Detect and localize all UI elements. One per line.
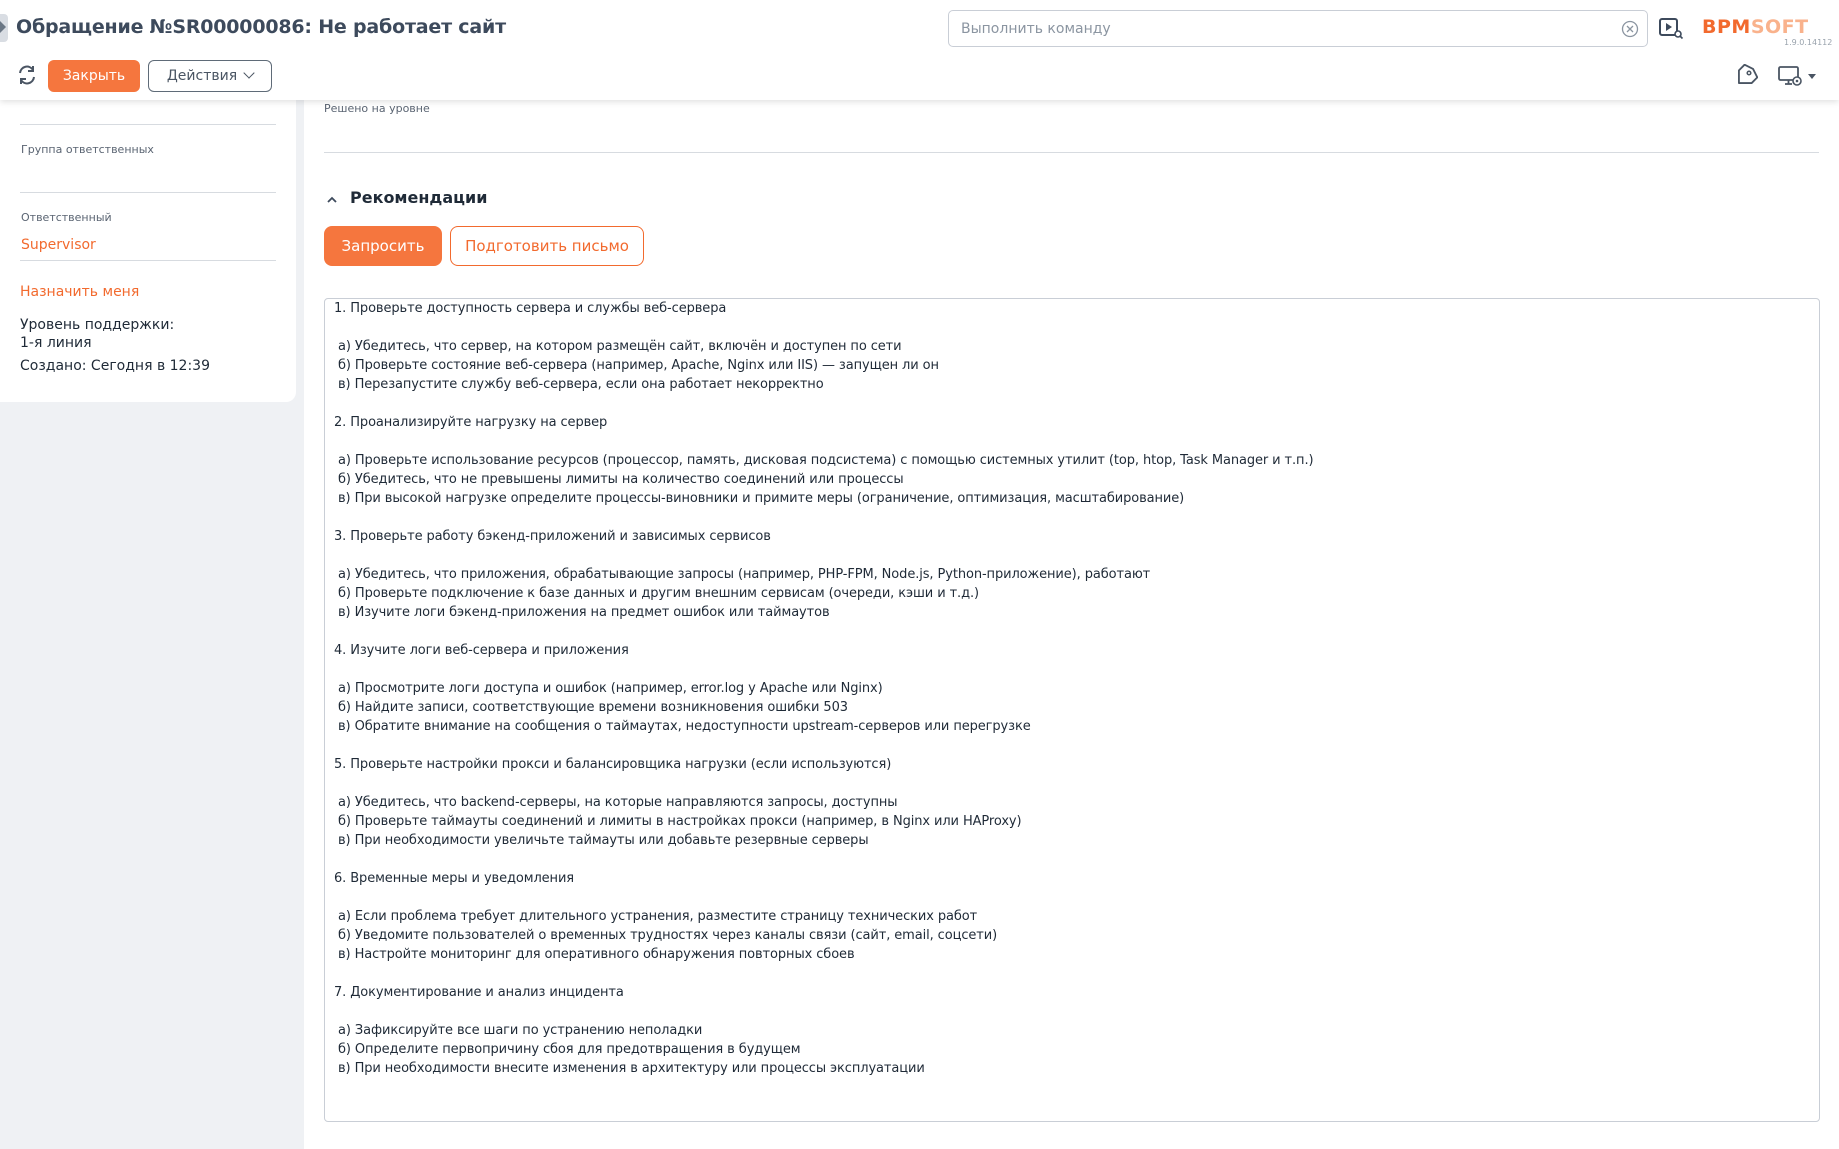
recommendation-line: в) Перезапустите службу веб-сервера, если она работает некорректно <box>338 377 824 392</box>
recommendation-line: а) Убедитесь, что приложения, обрабатывающие запросы (например, PHP-FPM, Node.js, Python-приложение), работают <box>338 567 1151 582</box>
recommendation-line <box>334 660 1810 679</box>
recommendation-line: 7. Документирование и анализ инцидента <box>334 985 624 1000</box>
owner-link[interactable]: Supervisor <box>21 237 96 253</box>
recommendation-line: б) Проверьте подключение к базе данных и другим внешним сервисам (очереди, кэши и т.д.) <box>338 586 979 601</box>
chevron-up-icon[interactable] <box>326 194 338 206</box>
recommendation-line: в) При высокой нагрузке определите процессы-виновники и примите меры (ограничение, оптимизация, масштабирование) <box>338 491 1185 506</box>
command-line[interactable] <box>948 10 1648 47</box>
recommendations-text-area[interactable] <box>324 298 1820 1122</box>
recommendation-line: б) Проверьте состояние веб-сервера (например, Apache, Nginx или IIS) — запущен ли он <box>338 358 939 373</box>
recommendation-line <box>334 774 1810 793</box>
page-title: Обращение №SR00000086: Не работает сайт <box>16 16 506 38</box>
created-info: Создано: Сегодня в 12:39 <box>20 358 210 374</box>
recommendation-line <box>334 432 1810 451</box>
command-input[interactable] <box>961 19 1601 39</box>
resolved-level-field[interactable] <box>324 152 1819 153</box>
recommendation-line: 2. Проанализируйте нагрузку на сервер <box>334 415 608 430</box>
page-header <box>0 0 1839 100</box>
recommendation-line <box>334 850 1810 869</box>
recommendation-line: 1. Проверьте доступность сервера и службы веб-сервера <box>334 301 727 316</box>
recommendation-line <box>334 318 1810 337</box>
resolved-level-label: Решено на уровне <box>324 102 430 115</box>
recommendations-section-title[interactable]: Рекомендации <box>350 188 488 207</box>
support-level-value: 1-я линия <box>20 335 92 351</box>
group-label: Группа ответственных <box>21 143 154 156</box>
recommendation-line: а) Убедитесь, что backend-серверы, на которые направляются запросы, доступны <box>338 795 898 810</box>
recommendation-line: а) Просмотрите логи доступа и ошибок (например, error.log у Apache или Nginx) <box>338 681 883 696</box>
owner-field-divider <box>20 260 276 261</box>
recommendation-line: в) При необходимости внесите изменения в архитектуру или процессы эксплуатации <box>338 1061 925 1076</box>
recommendation-line: б) Уведомите пользователей о временных трудностях через каналы связи (сайт, email, соцсети) <box>338 928 998 943</box>
recommendation-line: в) Обратите внимание на сообщения о таймаутах, недоступности upstream-серверов или перегрузке <box>338 719 1031 734</box>
group-field[interactable] <box>20 192 276 193</box>
recommendation-line: б) Убедитесь, что не превышены лимиты на количество соединений или процессы <box>338 472 904 487</box>
recommendation-line <box>334 622 1810 641</box>
recommendation-line: в) Настройте мониторинг для оперативного обнаружения повторных сбоев <box>338 947 855 962</box>
case-main-area <box>304 100 1839 1149</box>
actions-label: Действия <box>166 68 238 84</box>
back-arrow-icon[interactable] <box>0 14 8 42</box>
chevron-down-icon <box>243 67 254 78</box>
recommendation-line <box>334 1002 1810 1021</box>
recommendation-line: 4. Изучите логи веб-сервера и приложения <box>334 643 629 658</box>
recommendation-line: 6. Временные меры и уведомления <box>334 871 575 886</box>
assign-me-link[interactable]: Назначить меня <box>20 284 140 300</box>
tag-icon[interactable] <box>1734 64 1758 88</box>
recommendation-line: а) Убедитесь, что сервер, на котором размещён сайт, включён и доступен по сети <box>338 339 902 354</box>
caret-down-icon[interactable] <box>1808 74 1816 79</box>
recommendation-line <box>334 736 1810 755</box>
recommendation-line: 3. Проверьте работу бэкенд-приложений и зависимых сервисов <box>334 529 771 544</box>
recommendation-line: б) Проверьте таймауты соединений и лимиты в настройках прокси (например, в Nginx или HAProxy) <box>338 814 1022 829</box>
request-button[interactable]: Запросить <box>324 226 442 266</box>
recommendation-line: б) Определите первопричину сбоя для предотвращения в будущем <box>338 1042 801 1057</box>
recommendation-line <box>334 546 1810 565</box>
owner-label: Ответственный <box>21 211 112 224</box>
logo-part-soft: SOFT <box>1750 16 1809 38</box>
recommendation-line: а) Если проблема требует длительного устранения, разместите страницу технических работ <box>338 909 978 924</box>
divider <box>20 124 276 125</box>
recommendation-line: 5. Проверьте настройки прокси и балансировщика нагрузки (если используются) <box>334 757 892 772</box>
prepare-letter-button[interactable]: Подготовить письмо <box>450 226 644 266</box>
recommendation-line <box>334 394 1810 413</box>
clear-icon[interactable] <box>1621 20 1639 38</box>
recommendation-line: в) Изучите логи бэкенд-приложения на предмет ошибок или таймаутов <box>338 605 830 620</box>
actions-dropdown-button[interactable] <box>148 60 272 92</box>
monitor-settings-icon[interactable] <box>1778 64 1802 88</box>
bpmsoft-logo <box>1702 16 1809 38</box>
recommendation-line: в) При необходимости увеличьте таймауты или добавьте резервные серверы <box>338 833 869 848</box>
recommendation-line: б) Найдите записи, соответствующие времени возникновения ошибки 503 <box>338 700 848 715</box>
recommendation-line <box>334 888 1810 907</box>
recommendation-line <box>334 964 1810 983</box>
recommendation-line: а) Зафиксируйте все шаги по устранению неполадки <box>338 1023 703 1038</box>
play-window-icon[interactable] <box>1658 16 1684 40</box>
app-version: 1.9.0.14112 <box>1784 38 1833 47</box>
refresh-icon[interactable] <box>16 64 38 86</box>
support-level-label: Уровень поддержки: <box>20 317 175 333</box>
close-button[interactable]: Закрыть <box>48 60 140 92</box>
case-sidebar <box>0 100 296 402</box>
recommendation-line <box>334 508 1810 527</box>
recommendation-line: а) Проверьте использование ресурсов (процессор, память, дисковая подсистема) с помощью системных утилит (top, htop, Task Manager и т.п.) <box>338 453 1314 468</box>
logo-part-bpm: BPM <box>1702 16 1751 38</box>
